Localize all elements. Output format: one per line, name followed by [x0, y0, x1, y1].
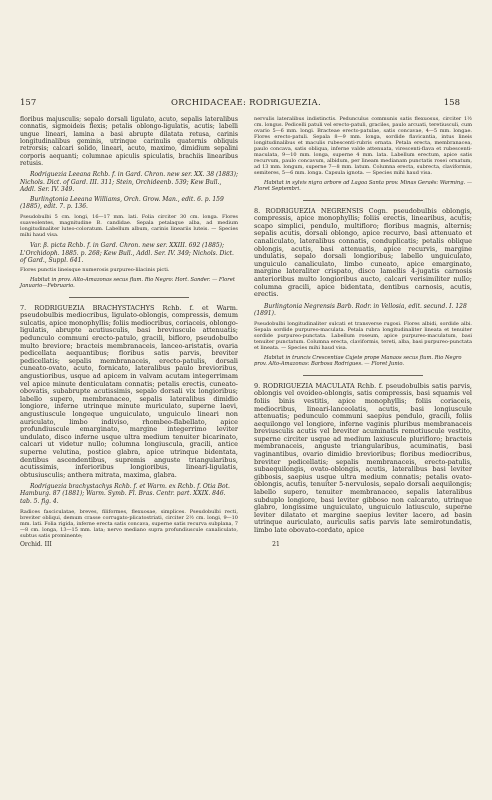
- separator-rule: [303, 200, 423, 201]
- species-entry-7: 7. RODRIGUEZIA BRACHYSTACHYS Rchb. f. et Warm. pseudobulbis mediocribus, ligulato-oblongis, compressis, demum sulcatis, apice monophyllis; foliis mediocribus, coriaceis, oblongo-ligulatis, abrupte acutiusculis, basi breviuscule attenuatis; pedunculo communi erecto-patulo, gracili, bifloro, pseudobulbo multo breviore; bracteis membranaceis, lanceo-aristatis, ovaria pedicellata aequantibus; floribus satis parvis, breviter pedicellatis; sepalis membranaceis, erecto-patulis, dorsali cuneato-ovato, acuto, fornicato, lateralibus paulo brevioribus, angustioribus, usque ad apicem in valvam acutam integerrimam vel apice minute denticulatam connatis; petalis erectis, cuneato-obovatis, subabrupte acutissimis, sepalo dorsali vix longioribus; labello supero, membranaceo, sepalis lateralibus dimidio longiore, inferne utrinque minute muriculato, superne laevi, angustiuscule longeque unguiculato, unguiculo lineari non auriculato, limbo indiviso, rhombeo-flabellato, apice profundiuscule emarginato, margine integerrimo leviter undulato, disco inferne usque ultra medium tenuiter bicarinato, calcari ut videtur nullo; columna longiuscula, gracili, antice superne velutina, postice glabra, apice utrinque bidentata, dentibus ascendentibus, supremis anguste triangularibus, acutissimis, inferioribus longioribus, lineari-ligulatis, obtusiusculis; anthera mitrata, maxima, glabra.: [20, 303, 238, 479]
- variety-citation: Var. β. picta Rchb. f. in Gard. Chron. new ser. XXIII. 692 (1885); L'Orchidoph. 1885. p. 268; Kew Bull., Addl. Ser. IV. 349; Nichols. Dict. of Gard., Suppl. 641.: [20, 242, 234, 264]
- separator-rule: [69, 297, 189, 298]
- species-entry-9: 9. RODRIGUEZIA MACULATA Rchb. f. pseudobulbis satis parvis, oblongis vel ovoideo-oblongis, satis compressis, basi squamis vel foliis binis vestitis, apice monophyllis; foliis coriaceis, mediocribus, lineari-lanceolatis, acutis, basi longiuscule attenuatis; pedunculo communi saepius pendulo, gracili, foliis aequilongo vel longiore, inferne vaginis pluribus membranaceis breviusculis acutis vel breviter acuminatis remotiuscule vestito, superne circiter usque ad medium laxiuscule plurifloro; bracteis membranaceis, anguste triangularibus, acuminatis, basi vaginantibus, ovario dimidio brevioribus; floribus mediocribus, breviter pedicellatis; sepalis membranaceis, erecto-patulis, subaequilongis, ovato-oblongis, acutis, lateralibus basi leviter gibbosis, saepius usque ultra medium connatis; petalis ovato-oblongis, acutis, tenuiter 5-nervulosis, sepalo dorsali aequilongis; labello supero, tenuiter membranaceo, sepalis lateralibus subduplo longiore, basi leviter gibboso non calcarato, utrinque glabro, longissime unguiculato, unguiculo latiusculo, superne leviter dilatato et margine saepius leviter lacero, ad basin utrinque auriculato, auriculis satis parvis late semirotundatis, limbo late obovato-cordato, apice: [254, 381, 472, 534]
- signature-mark: Orchid. III: [20, 540, 52, 548]
- sheet-number: 21: [272, 540, 280, 548]
- description-note: Radices fasciculatae, breves, filiformes, flexuosae, simplices. Pseudobulbi recti, breviter obliqui, demum crasse corrugato-plicatostriati, circiter 2½ cm. longi, 9—10 mm. lati. Folia rigida, inferne erecta satis concava, superne satis recurva subplana, 7—8 cm. longa, 13—15 mm. lata; nervo mediano supra profundiuscule canaliculato, subtus satis prominente;: [20, 508, 238, 539]
- separator-rule: [303, 375, 423, 376]
- habitat-note: Habitat in prov. Alto-Amazonas secus flum. Rio Negro: Hort. Sander. — Floret Januario—Februario.: [20, 277, 235, 290]
- citation: Rodriguezia Leeana Rchb. f. in Gard. Chron. new ser. XX. 38 (1883); Nichols. Dict. of Gard. III. 311; Stein, Orchideenb. 539; Kew Bull., Addl. Ser. IV. 349.: [20, 171, 238, 193]
- running-header: [20, 98, 472, 110]
- description-note: nervulis lateralibus indistinctis. Pedunculus communis satis flexuosus, circiter 1½ cm. longus. Pedicelli patuli vel erecto-patuli, graciles, paulo arcuati, teretiusculi, cum ovario 5—6 mm. longi. Bracteae erecto-patulae, satis concavae, 4—5 mm. longae. Flores erecto-patuli. Sepala 8—9 mm. longa, sordide flavicantia, intus lineis longitudinalibus et maculis rubescenti-rubris ornata. Petala erecta, membranacea, paulo concava, satis obliqua, inferne valde attenuata, virescenti-flava et rubescenti-maculata, 9—10 mm. longa, superne 4 mm. lata. Labellum erectum, apice satis recurvum, paulo concavum, albidum, per lineam medianam punctatis rosei ornatum, ad 13 mm. longum, superne 7—8 mm. latum. Columna erecta, subrecta, claviformis, semiteres, 5—6 mm. longa. Capsula ignota. — Species mihi haud visa.: [254, 116, 472, 176]
- citation: Burlingtonia Negrensis Barb. Rodr. in Vellosia, edit. secund. I. 128 (1891).: [254, 302, 467, 317]
- description-continued: floribus majusculis; sepalo dorsali ligulato, acuto, sepalis lateralibus connatis, sigmoideis flexis; petalis oblongo-ligulatis, acutis; labelli ungue lineari, lamina a basi abrupte dilatata retusa, carinis longitudinalibus geminis, utrinque carinulis quaternis obliquis retrorsis; calcari solido, lineari, acuto, maximo, dimidium sepalini corporis aequanti; columnae apiculis spiculatis, brachiis linearibus retusis.: [20, 116, 238, 168]
- running-title: ORCHIDACEAE: RODRIGUEZIA.: [171, 98, 321, 108]
- left-column: [20, 116, 238, 539]
- habitat-note: Habitat in sylvis nigra arbore ad Lagoa Santa prov. Minas Geraës: Warming. — Floret Septembri.: [254, 180, 473, 193]
- page-number-right: 158: [443, 98, 460, 108]
- two-column-body: [20, 116, 472, 539]
- right-column: [254, 116, 472, 539]
- description-note: Pseudobulbi longitudinaliter sulcati et transverse rugosi. Flores albidi, sordide albi. Sepala sordide purpureo-maculata. Petala rubra longitudinaliter lineata et tenuiter sordide purpureo-punctata. Labellum roseum, apice purpureo-maculatum, basi tenuiter punctatum. Columna erecta, claviformis, tereti, alba, basi purpureo-punctata et lineata. — Species mihi haud visa.: [254, 321, 472, 352]
- description-note: Pseudobulbi 5 cm. longi, 16—17 mm. lati. Folia circiter 30 cm. longa. Flores suaveolentes, magnitudine B. candidae. Sepala petalaque alba, ad medium longitudinaliter luteo-coloratum. Labellum album, carinis lineariis luteis. — Species mihi haud visa.: [20, 214, 238, 239]
- species-entry-8: 8. RODRIGUEZIA NEGRENSIS Cogn. pseudobulbis oblongis, compressis, apice monophyllis; foliis erectis, linearibus, acutis; scapo simplici, penduIo, multifloro; floribus magnis, alternis; sepalis acutis, dorsali oblongo, apice recurvo, basi attenuato et canaliculato, lateralibus connatis, conduplicatis; petalis oblique oblongis, acutis, basi attenuatis, apice recurvis, margine undulatis, sepalo dorsali longioribus; labello unguiculato, unguiculo canaliculato, limbo cuneato, apice emarginato, margine lateraliter crispato, disco lamellis 4-jugatis carnosis anterioribus multo longioribus aucto, calcari verisimiliter nullo; columna gracili, apice bidentata, dentibus carnosis, acutis, erectis.: [254, 206, 472, 299]
- page-footer: [20, 541, 472, 549]
- habitat-note: Habitat in truncis Crescentiae Cujete prope Manaos secus flum. Rio Negro prov. Alto-Amazonas: Barbosa Rodrigues. — Floret Junio.: [254, 355, 462, 368]
- variety-note: Flores punctis lineisque numerosis purpureo-lilacinis picti.: [20, 267, 170, 274]
- page-number-left: 157: [20, 98, 37, 108]
- citation: Rodriguezia brachystachys Rchb. f. et Warm. ex Rchb. f. Otia Bot. Hamburg. 87 (1881); Warm. Symb. Fl. Bras. Centr. part. XXIX. 846. tab. 5. fig. 4.: [20, 483, 230, 505]
- citation: Burlingtonia Leeana Williams, Orch. Grow. Man., edit. 6. p. 159 (1885), edit. 7. p. 136.: [20, 196, 224, 211]
